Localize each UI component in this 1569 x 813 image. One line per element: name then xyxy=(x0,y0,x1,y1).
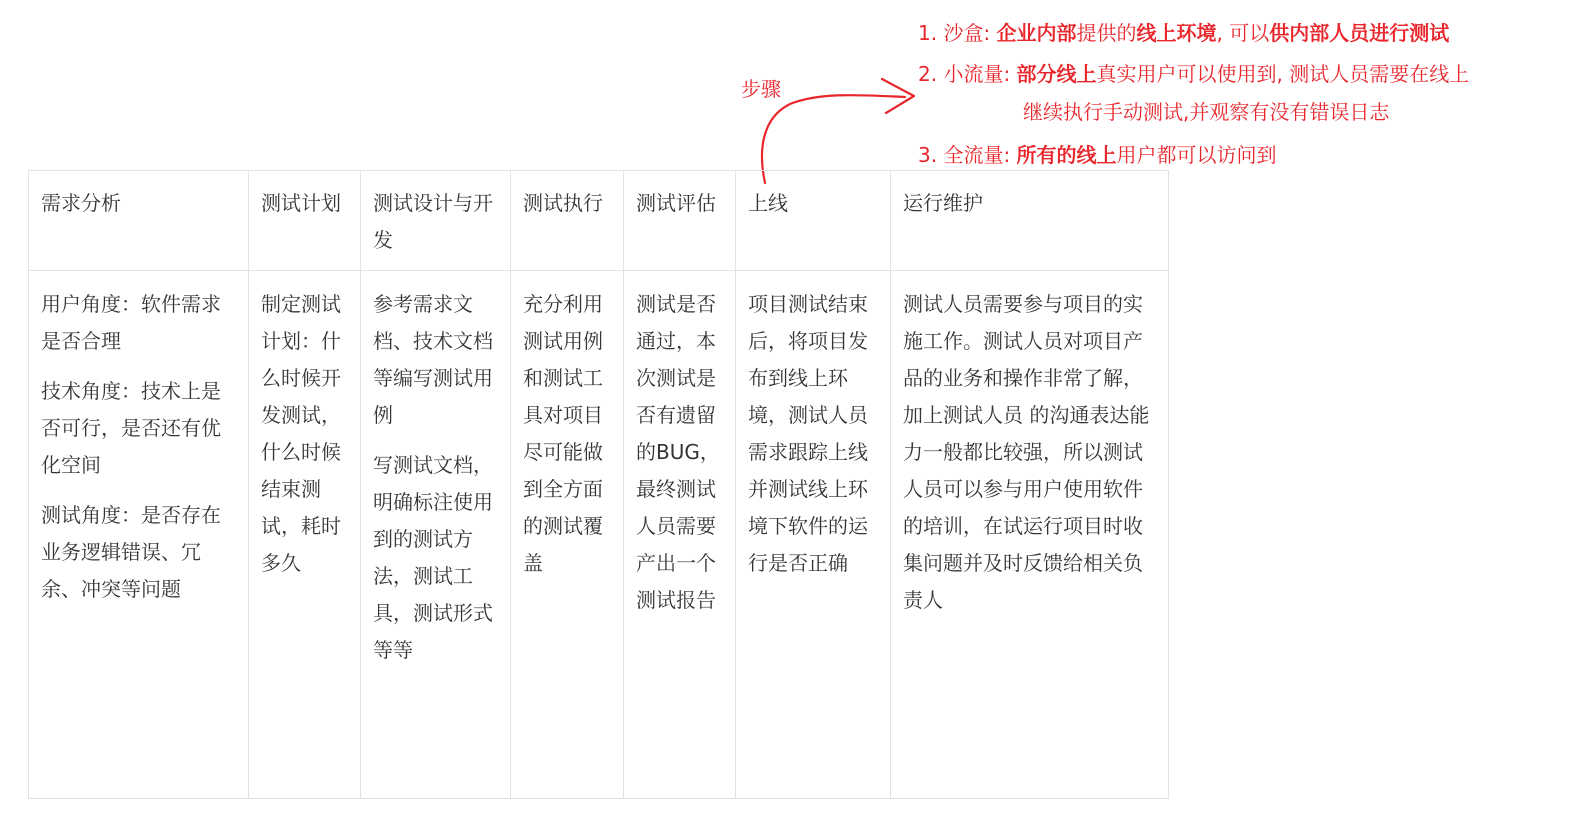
cell-paragraph: 项目测试结束后，将项目发布到线上环境，测试人员需求跟踪上线并测试线上环境下软件的运行是否正确 xyxy=(748,292,868,575)
cell-paragraph: 用户角度：软件需求是否合理 xyxy=(41,292,221,353)
cell-requirement-analysis xyxy=(29,271,249,799)
cell-paragraph: 制定测试计划：什么时候开发测试，什么时候结束测试，耗时多久 xyxy=(261,292,341,575)
step-item-small-traffic-continued: 继续执行手动测试,并观察有没有错误日志 xyxy=(1023,100,1390,124)
step-item-small-traffic: 2. 小流量: 部分线上真实用户可以使用到, 测试人员需要在线上 xyxy=(918,62,1470,86)
testing-process-table xyxy=(28,170,1169,799)
header-test-design: 测试设计与开发 xyxy=(361,171,511,271)
cell-operations xyxy=(891,271,1169,799)
cell-paragraph: 测试人员需要参与项目的实施工作。测试人员对项目产品的业务和操作非常了解，加上测试人员 的沟通表达能力一般都比较强，所以测试人员可以参与用户使用软件的培训，在试运行项目时收集问题并及时反馈给相关负责人 xyxy=(903,292,1150,612)
cell-paragraph: 技术角度：技术上是否可行，是否还有优化空间 xyxy=(41,379,221,477)
cell-paragraph: 测试角度：是否存在业务逻辑错误、冗余、冲突等问题 xyxy=(41,503,221,601)
step-item-full-traffic: 3. 全流量: 所有的线上用户都可以访问到 xyxy=(918,143,1277,167)
cell-paragraph: 参考需求文档、技术文档等编写测试用例 xyxy=(373,292,493,427)
table-header-row xyxy=(29,171,1169,271)
cell-test-design xyxy=(361,271,511,799)
cell-test-execution xyxy=(511,271,624,799)
cell-paragraph: 充分利用测试用例和测试工具对项目尽可能做到全方面的测试覆盖 xyxy=(523,292,603,575)
cell-paragraph: 写测试文档，明确标注使用到的测试方法，测试工具，测试形式等等 xyxy=(373,453,493,662)
arrow-head xyxy=(882,79,914,113)
cell-test-plan xyxy=(249,271,361,799)
cell-go-live xyxy=(736,271,891,799)
header-operations: 运行维护 xyxy=(891,171,1169,271)
cell-test-evaluation xyxy=(624,271,736,799)
step-label: 步骤 xyxy=(741,77,781,101)
table-row xyxy=(29,271,1169,799)
step-item-sandbox: 1. 沙盒: 企业内部提供的线上环境, 可以供内部人员进行测试 xyxy=(918,21,1450,45)
header-requirement-analysis: 需求分析 xyxy=(29,171,249,271)
cell-paragraph: 测试是否通过，本次测试是否有遗留的BUG，最终测试人员需要产出一个测试报告 xyxy=(636,292,720,612)
header-test-plan: 测试计划 xyxy=(249,171,361,271)
header-test-evaluation: 测试评估 xyxy=(624,171,736,271)
header-go-live: 上线 xyxy=(736,171,891,271)
header-test-execution: 测试执行 xyxy=(511,171,624,271)
